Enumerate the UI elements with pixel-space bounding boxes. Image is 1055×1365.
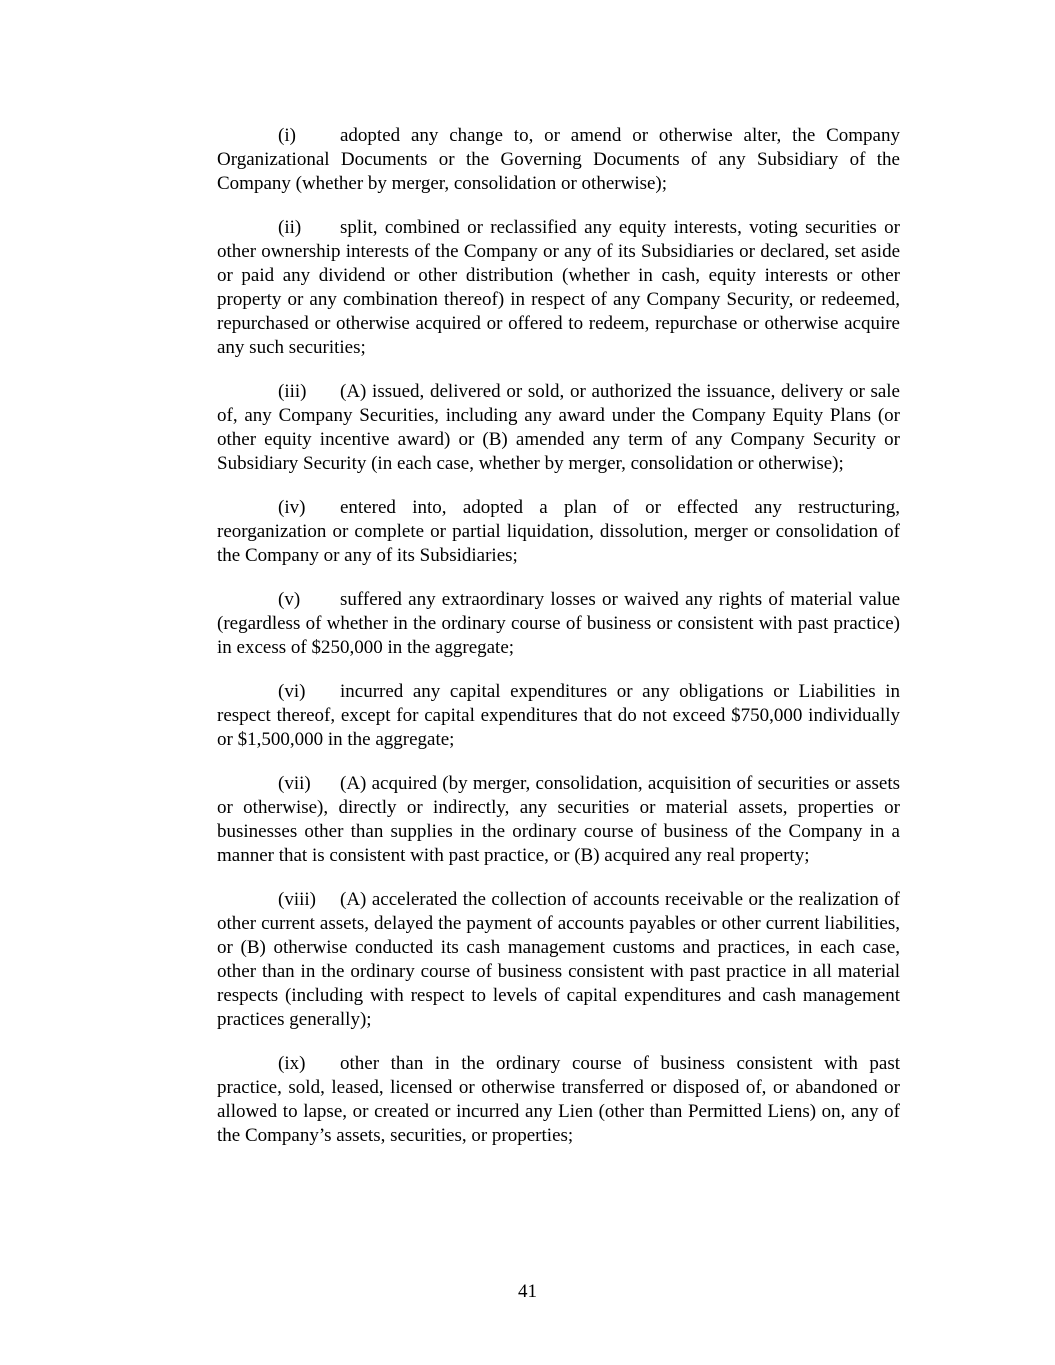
clause-text: (A) accelerated the collection of accounts receivable or the realization of other current assets, delayed the payment of accounts payables or other current liabilities, or (B) otherwise conducted its cash management customs and practices, in each case, other than in the ordinary course of business consistent with past practice in all material respects (including with respect to levels of capital expenditures and cash management practices generally);	[217, 889, 900, 1030]
clause-number: (i)	[278, 125, 296, 146]
clause-text: (A) acquired (by merger, consolidation, acquisition of securities or assets or otherwise), directly or indirectly, any securities or material assets, properties or businesses other than supplies in the ordinary course of business of the Company in a manner that is consistent with past practice, or (B) acquired any real property;	[217, 773, 900, 866]
clause-iv	[217, 496, 900, 568]
clause-iii	[217, 380, 900, 476]
clause-text: other than in the ordinary course of business consistent with past practice, sold, leased, licensed or otherwise transferred or disposed of, or abandoned or allowed to lapse, or created or incurred any Lien (other than Permitted Liens) on, any of the Company’s assets, securities, or properties;	[217, 1053, 900, 1146]
clause-v	[217, 588, 900, 660]
clause-i	[217, 124, 900, 196]
clause-text: entered into, adopted a plan of or effected any restructuring, reorganization or complete or partial liquidation, dissolution, merger or consolidation of the Company or any of its Subsidiaries;	[217, 497, 900, 566]
clause-number: (vi)	[278, 681, 306, 702]
clause-number: (v)	[278, 589, 301, 610]
clause-text: split, combined or reclassified any equity interests, voting securities or other ownership interests of the Company or any of its Subsidiaries or declared, set aside or paid any dividend or other distribution (whether in cash, equity interests or other property or any combination thereof) in respect of any Company Security, or redeemed, repurchased or otherwise acquired or offered to redeem, repurchase or otherwise acquire any such securities;	[217, 217, 900, 358]
clause-ix	[217, 1052, 900, 1148]
clause-text: suffered any extraordinary losses or waived any rights of material value (regardless of whether in the ordinary course of business or consistent with past practice) in excess of $250,000 in the aggregate;	[217, 589, 900, 658]
clause-text: adopted any change to, or amend or otherwise alter, the Company Organizational Documents or the Governing Documents of any Subsidiary of the Company (whether by merger, consolidation or otherwise);	[217, 125, 900, 194]
clause-viii	[217, 888, 900, 1032]
clause-text: incurred any capital expenditures or any obligations or Liabilities in respect thereof, except for capital expenditures that do not exceed $750,000 individually or $1,500,000 in the aggregate;	[217, 681, 900, 750]
clause-text: (A) issued, delivered or sold, or authorized the issuance, delivery or sale of, any Company Securities, including any award under the Company Equity Plans (or other equity incentive award) or (B) amended any term of any Company Security or Subsidiary Security (in each case, whether by merger, consolidation or otherwise);	[217, 381, 900, 474]
clause-number: (iv)	[278, 497, 306, 518]
clause-number: (ii)	[278, 217, 302, 238]
document-body	[217, 124, 900, 1168]
clause-number: (iii)	[278, 381, 307, 402]
clause-vii	[217, 772, 900, 868]
clause-vi	[217, 680, 900, 752]
page-number: 41	[518, 1281, 537, 1302]
clause-number: (vii)	[278, 773, 311, 794]
clause-ii	[217, 216, 900, 360]
clause-number: (viii)	[278, 889, 316, 910]
clause-number: (ix)	[278, 1053, 306, 1074]
